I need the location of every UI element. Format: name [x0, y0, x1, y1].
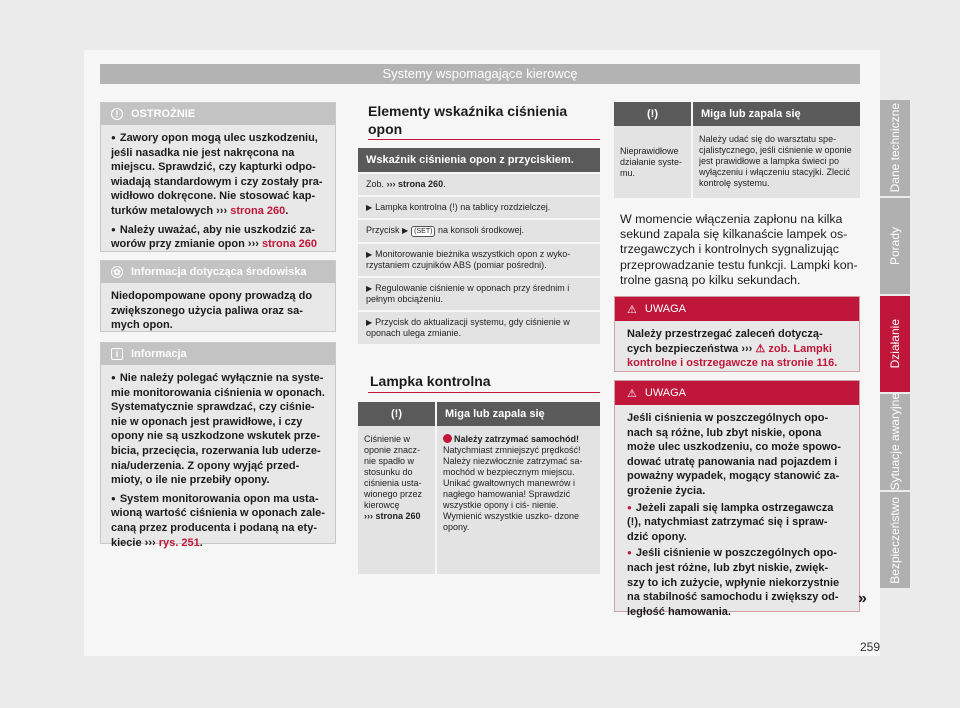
table-header: Miga lub zapala się	[692, 102, 860, 126]
table-cell: Ciśnienie w oponie znacz- nie spadło w stosunku do ciśnienia usta- wionego przez kierowcę ››› strona 260	[358, 426, 436, 574]
section-title-elements: Elementy wskaźnika ciśnienia opon	[368, 103, 568, 137]
list-item: ▶ Monitorowanie bieżnika wszystkich opon z wyko- rzystaniem czujników ABS (pomiar pośredni).	[358, 244, 600, 278]
environment-box	[100, 260, 336, 332]
tab-porady[interactable]: Porady	[880, 198, 910, 294]
environment-header: ✿ Informacja dotycząca środowiska	[101, 261, 335, 283]
indicator-list	[358, 174, 600, 346]
section-rule	[368, 139, 600, 140]
list-item: ▶ Regulowanie ciśnienie w oponach przy średnim i pełnym obciążeniu.	[358, 278, 600, 312]
warning-text: Należy przestrzegać zaleceń dotyczą- cych bezpieczeństwa ››› ⚠ zob. Lampki kontrolne i ostrzegawcze na stronie 116.	[627, 328, 838, 370]
info-link[interactable]: rys. 251	[158, 536, 200, 549]
list-item: Zob. ››› strona 260.	[358, 174, 600, 197]
warning-header: ⚠ UWAGA	[615, 297, 859, 321]
warning-header: ⚠ UWAGA	[615, 381, 859, 405]
list-item: ▶ Lampka kontrolna (!) na tablicy rozdzielczej.	[358, 197, 600, 220]
tire-pressure-lamp-icon: (!)	[358, 402, 436, 426]
table-cell: Należy zatrzymać samochód! Natychmiast zmniejszyć prędkość! Należy niezwłocznie zatrzymać sa- mochód w bezpiecznym miejscu. Unikać gwałtownych manewrów i nagłego hamowania! Sprawdzić wszystkie opony i ciś- nienie. Wymienić wszystkie uszko- dzone opony.	[436, 426, 600, 574]
warning-triangle-icon: ⚠	[627, 303, 637, 316]
lamp-table	[358, 402, 600, 574]
warning-item: ● Jeśli ciśnienie w poszczególnych opo- nach jest różne, lub zbyt niskie, zwięk- szy to ich zużycie, wpłynie niekorzystnie na stabilność samochodu i zwiększy od- ległość hamowania.	[627, 546, 847, 619]
tab-dane-techniczne[interactable]: Dane techniczne	[880, 100, 910, 196]
caution-link-1[interactable]: strona 260	[230, 204, 286, 217]
warning-box-1	[614, 296, 860, 372]
leaf-icon: ✿	[111, 266, 123, 278]
warning-triangle-icon: ⚠	[627, 387, 637, 400]
environment-text: Niedopompowane opony prowadzą do zwiększonego użycia paliwa oraz sa- mych opon.	[111, 290, 313, 332]
info-item: ● Nie należy polegać wyłącznie na syste- mie monitorowania ciśnienia w oponach. Systematycznie sprawdzać, czy ciśnie- nie w oponach jest prawidłowe, i czy opony nie są uszkodzone wskutek prze- bicia, przecięcia, rozerwania lub uderze- nia/uderzenia. Z opony wyjąć przed- mioty, o ile nie przebiły opony.	[111, 371, 325, 488]
body-paragraph: W momencie włączenia zapłonu na kilka sekund zapala się kilkanaście lampek os- trzegawczych i kontrolnych sygnalizując przeprowadzanie testu funkcji. Lampki kon- trolne gasną po kilku sekundach.	[620, 212, 858, 287]
page-number: 259	[860, 640, 881, 654]
tab-bezpieczenstwo[interactable]: Bezpieczeństwo	[880, 492, 910, 588]
indicator-header: Wskaźnik ciśnienia opon z przyciskiem.	[358, 148, 600, 172]
malfunction-table	[614, 102, 860, 198]
table-cell: Należy udać się do warsztatu spe- cjalistycznego, jeśli ciśnienie w oponie jest prawidłowe a lampka świeci po wyłączeniu i włączeniu stacyjki. Zlecić kontrolę systemu.	[692, 126, 860, 198]
info-item: ● System monitorowania opon ma usta- wioną wartość ciśnienia w oponach zale- caną przez producenta i podaną na ety- kiecie ››› rys. 251.	[111, 492, 325, 550]
continue-arrow-icon: »	[858, 590, 867, 607]
list-item: ▶ Przycisk do aktualizacji systemu, gdy ciśnienie w oponach ulega zmianie.	[358, 312, 600, 346]
table-header: Miga lub zapala się	[436, 402, 600, 426]
caution-item: ● Należy uważać, aby nie uszkodzić za- worów przy zmianie opon ››› strona 260	[111, 223, 325, 252]
tab-sytuacje-awaryjne[interactable]: Sytuacje awaryjne	[880, 394, 910, 490]
warning-link[interactable]: zob. Lampki kontrolne i ostrzegawcze na stronie 116.	[627, 342, 838, 370]
info-box	[100, 342, 336, 549]
info-icon: i	[111, 348, 123, 360]
tire-pressure-lamp-icon: (!)	[627, 516, 638, 529]
warning-text: Jeśli ciśnienia w poszczególnych opo- nach są różne, lub zbyt niskie, opona może ulec uszkodzeniu, co może spowo- dować utratę panowania nad pojazdem i poważny wypadek, mogący stanowić za- grożenie życia.	[627, 412, 841, 497]
set-button-icon: (SET)	[411, 226, 435, 237]
warning-triangle-icon: ⚠	[755, 342, 766, 355]
caution-item: ● Zawory opon mogą ulec uszkodzeniu, jeśli nasadka nie jest nakręcona na miejscu. Sprawdzić, czy kapturki odpo- wiadają standardowym i czy zostały pra- widłowo dokręcone. Nie stosować kap- turków metalowych ››› strona 260.	[111, 131, 325, 219]
tab-dzialanie[interactable]: Działanie	[880, 296, 910, 392]
exclamation-icon: !	[111, 108, 123, 120]
tire-pressure-lamp-icon: (!)	[449, 202, 458, 212]
caution-box	[100, 102, 336, 252]
page-header: Systemy wspomagające kierowcę	[100, 64, 860, 84]
section-title-lamp: Lampka kontrolna	[370, 373, 491, 389]
section-rule	[368, 392, 600, 393]
stop-icon	[443, 434, 452, 443]
table-cell: Nieprawidłowe działanie syste- mu.	[614, 126, 692, 198]
tire-pressure-lamp-icon: (!)	[614, 102, 692, 126]
caution-header: ! OSTROŻNIE	[101, 103, 335, 125]
caution-link-2[interactable]: strona 260	[261, 238, 317, 251]
warning-box-2	[614, 380, 860, 618]
warning-item: ● Jeżeli zapali się lampka ostrzegawcza (!), natychmiast zatrzymać się i spraw- dzić opony.	[627, 501, 847, 545]
info-header: i Informacja	[101, 343, 335, 365]
list-item: Przycisk ▶ (SET) na konsoli środkowej.	[358, 220, 600, 244]
